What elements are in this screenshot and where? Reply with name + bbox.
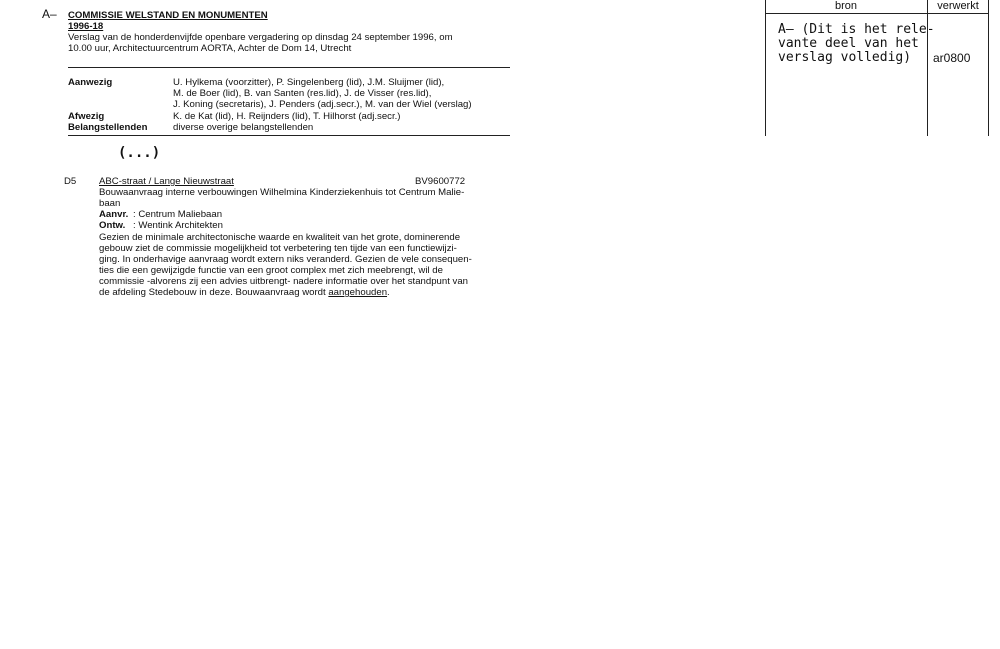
source-note-line: verslag volledig) xyxy=(778,50,912,65)
table-header-rule xyxy=(765,13,989,14)
aanwezig-label: Aanwezig xyxy=(68,77,113,88)
aanvrager-value: : Centrum Maliebaan xyxy=(133,209,223,220)
aanwezig-line: U. Hylkema (voorzitter), P. Singelenberg (lid), J.M. Sluijmer (lid), xyxy=(173,77,445,88)
item-description-line: baan xyxy=(99,198,121,209)
archive-code: ar0800 xyxy=(933,51,971,65)
body-line: Gezien de minimale architectonische waarde en kwaliteit van het grote, dominerende xyxy=(99,232,461,243)
decision-link: aangehouden xyxy=(328,287,388,298)
column-header-verwerkt: verwerkt xyxy=(937,0,979,12)
table-right-border xyxy=(988,0,989,136)
body-line: ging. In onderhavige aanvraag wordt extern niks veranderd. Gezien de vele consequen- xyxy=(99,254,472,265)
ontwerper-label: Ontw. xyxy=(99,220,126,231)
column-header-bron: bron xyxy=(834,0,858,12)
item-code: D5 xyxy=(64,176,77,187)
table-column-divider xyxy=(927,0,928,136)
header-line-2: 10.00 uur, Architectuurcentrum AORTA, Achter de Dom 14, Utrecht xyxy=(68,43,352,54)
body-last-line-text: de afdeling Stedebouw in deze. Bouwaanvraag wordt xyxy=(99,287,329,298)
item-location: ABC-straat / Lange Nieuwstraat xyxy=(99,176,234,187)
afwezig-label: Afwezig xyxy=(68,111,105,122)
body-line: commissie -alvorens zij een advies uitbrengt- nadere informatie over het standpunt van xyxy=(99,276,469,287)
belangstellenden-value: diverse overige belangstellenden xyxy=(173,122,314,133)
belangstellenden-label: Belangstellenden xyxy=(68,122,148,133)
body-line: gebouw ziet de commissie mogelijkheid tot verbetering ten tijde van een functiewijzi- xyxy=(99,243,457,254)
table-left-border xyxy=(765,0,766,136)
body-line: ties die een gewijzigde functie van een groot complex met zich meebrengt, wil de xyxy=(99,265,443,276)
document-number: 1996-18 xyxy=(68,21,104,32)
item-reference: BV9600772 xyxy=(415,176,466,187)
divider-top xyxy=(68,67,510,68)
section-marker: A– xyxy=(42,7,57,21)
source-note-line: A– (Dit is het rele- xyxy=(778,22,935,37)
item-description-line: Bouwaanvraag interne verbouwingen Wilhelmina Kinderziekenhuis tot Centrum Malie- xyxy=(99,187,465,198)
document-title: COMMISSIE WELSTAND EN MONUMENTEN xyxy=(68,10,268,21)
source-note-line: vante deel van het xyxy=(778,36,919,51)
body-last-line xyxy=(99,287,390,298)
afwezig-value: K. de Kat (lid), H. Reijnders (lid), T. Hilhorst (adj.secr.) xyxy=(173,111,401,122)
aanvrager-label: Aanvr. xyxy=(99,209,129,220)
body-last-line-end: . xyxy=(387,287,390,298)
ontwerper-value: : Wentink Architekten xyxy=(133,220,223,231)
header-line-1: Verslag van de honderdenvijfde openbare vergadering op dinsdag 24 september 1996, om xyxy=(68,32,453,43)
aanwezig-line: J. Koning (secretaris), J. Penders (adj.secr.), M. van der Wiel (verslag) xyxy=(173,99,472,110)
divider-bottom xyxy=(68,135,510,136)
aanwezig-line: M. de Boer (lid), B. van Santen (res.lid), J. de Visser (res.lid), xyxy=(173,88,432,99)
omission-ellipsis: (...) xyxy=(118,145,161,161)
